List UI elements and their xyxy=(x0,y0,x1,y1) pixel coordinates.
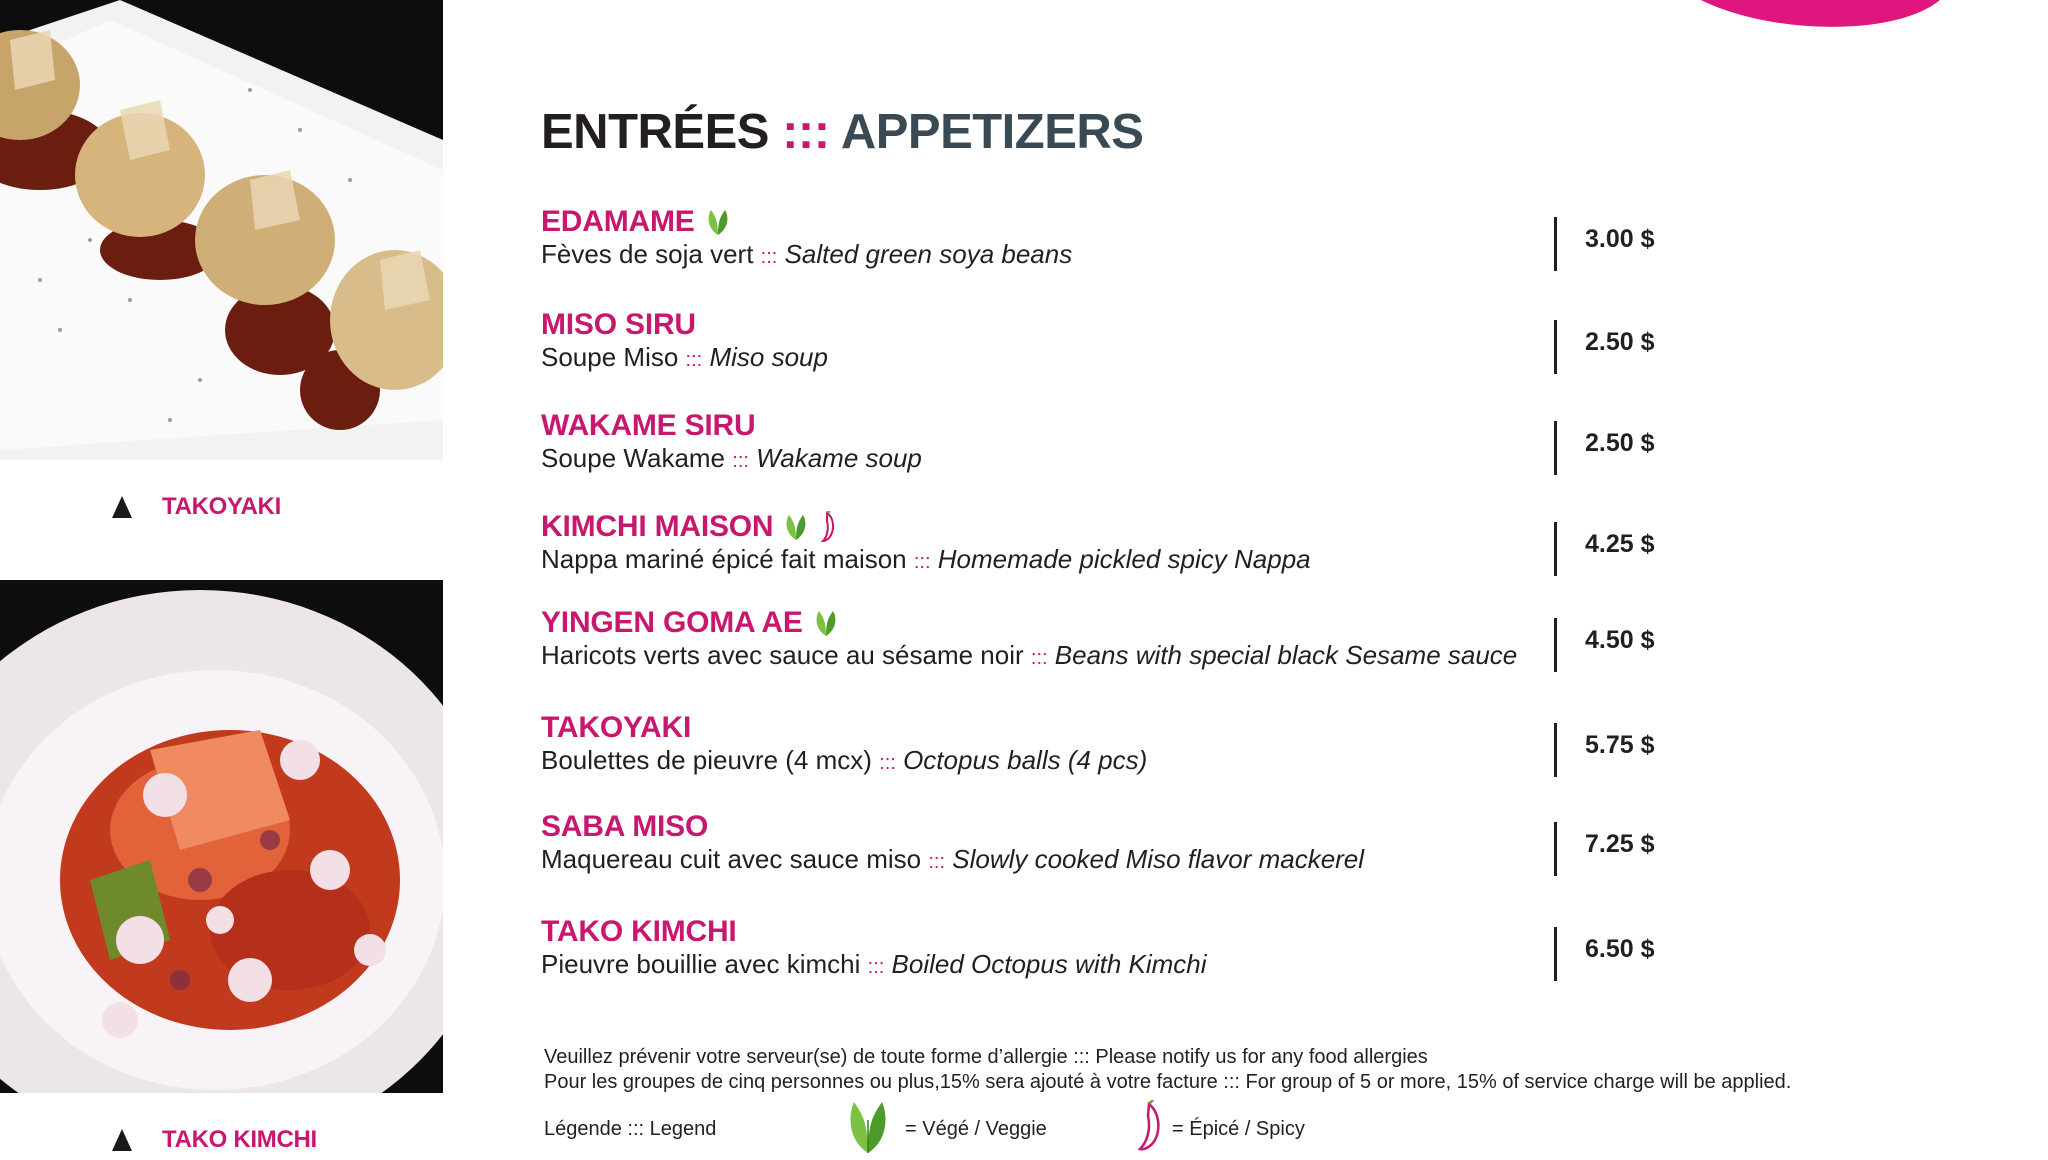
item-name: TAKOYAKI xyxy=(541,711,692,744)
title-separator: ::: xyxy=(782,105,830,159)
item-name: MISO SIRU xyxy=(541,308,696,341)
price-divider xyxy=(1554,618,1557,672)
item-name: WAKAME SIRU xyxy=(541,409,756,442)
item-price: 2.50 $ xyxy=(1585,429,1655,457)
item-description: Maquereau cuit avec sauce miso ::: Slowly cooked Miso flavor mackerel xyxy=(541,844,1365,874)
leaf-icon xyxy=(813,609,839,637)
footer-notes xyxy=(544,1045,1791,1095)
takoyaki-caption xyxy=(112,493,281,521)
menu-item-wakame-siru xyxy=(541,409,1681,481)
legend-title: Légende ::: Legend xyxy=(544,1118,717,1140)
leaf-icon xyxy=(783,513,809,541)
price-divider xyxy=(1554,217,1557,271)
flower-petal xyxy=(1651,0,1961,43)
item-description: Nappa mariné épicé fait maison ::: Homemade pickled spicy Nappa xyxy=(541,544,1311,574)
item-description: Soupe Wakame ::: Wakame soup xyxy=(541,443,922,473)
item-description: Soupe Miso ::: Miso soup xyxy=(541,342,828,372)
item-description: Boulettes de pieuvre (4 mcx) ::: Octopus balls (4 pcs) xyxy=(541,745,1148,775)
flower-center xyxy=(2016,0,2048,34)
item-price: 4.50 $ xyxy=(1585,626,1655,654)
group-charge-note: Pour les groupes de cinq personnes ou plus,15% sera ajouté à votre facture ::: For group of 5 or more, 15% of service charge will be applied. xyxy=(544,1071,1792,1093)
price-divider xyxy=(1554,421,1557,475)
title-english: APPETIZERS xyxy=(840,105,1144,159)
menu-item-yingen-goma-ae xyxy=(541,606,1681,678)
page-title xyxy=(541,104,1143,160)
price-divider xyxy=(1554,927,1557,981)
item-price: 2.50 $ xyxy=(1585,328,1655,356)
menu-item-miso-siru xyxy=(541,308,1681,380)
item-name: TAKO KIMCHI xyxy=(541,915,737,948)
menu-item-takoyaki xyxy=(541,711,1681,783)
item-price: 4.25 $ xyxy=(1585,530,1655,558)
item-price: 3.00 $ xyxy=(1585,225,1655,253)
item-price: 6.50 $ xyxy=(1585,935,1655,963)
chili-pepper-icon xyxy=(819,511,839,543)
menu-item-saba-miso xyxy=(541,810,1681,882)
title-french: ENTRÉES xyxy=(541,105,769,159)
allergy-note: Veuillez prévenir votre serveur(se) de toute forme d’allergie ::: Please notify us for any food allergies xyxy=(544,1046,1428,1068)
leaf-icon xyxy=(846,1100,890,1154)
price-divider xyxy=(1554,822,1557,876)
menu-item-edamame xyxy=(541,205,1681,277)
takoyaki-photo xyxy=(0,0,443,460)
legend-spicy-label: = Épicé / Spicy xyxy=(1172,1118,1305,1140)
item-description: Fèves de soja vert ::: Salted green soya beans xyxy=(541,239,1073,269)
item-name: KIMCHI MAISON xyxy=(541,510,774,543)
price-divider xyxy=(1554,522,1557,576)
menu-item-tako-kimchi xyxy=(541,915,1681,987)
legend-veggie-label: = Végé / Veggie xyxy=(905,1118,1047,1140)
menu-item-kimchi-maison xyxy=(541,510,1681,582)
flower-decoration xyxy=(1630,0,2048,400)
caption-text: TAKO KIMCHI xyxy=(162,1126,317,1153)
triangle-up-icon xyxy=(112,1129,132,1151)
item-name: EDAMAME xyxy=(541,205,695,238)
tako-kimchi-caption xyxy=(112,1126,317,1154)
chili-pepper-icon xyxy=(1135,1100,1165,1152)
item-price: 7.25 $ xyxy=(1585,830,1655,858)
tako-kimchi-photo xyxy=(0,580,443,1093)
item-description: Pieuvre bouillie avec kimchi ::: Boiled Octopus with Kimchi xyxy=(541,949,1207,979)
item-name: SABA MISO xyxy=(541,810,709,843)
item-description: Haricots verts avec sauce au sésame noir ::: Beans with special black Sesame sauce xyxy=(541,640,1518,670)
price-divider xyxy=(1554,723,1557,777)
leaf-icon xyxy=(705,208,731,236)
triangle-up-icon xyxy=(112,496,132,518)
price-divider xyxy=(1554,320,1557,374)
item-name: YINGEN GOMA AE xyxy=(541,606,803,639)
legend xyxy=(544,1096,1444,1152)
item-price: 5.75 $ xyxy=(1585,731,1655,759)
caption-text: TAKOYAKI xyxy=(162,493,281,520)
